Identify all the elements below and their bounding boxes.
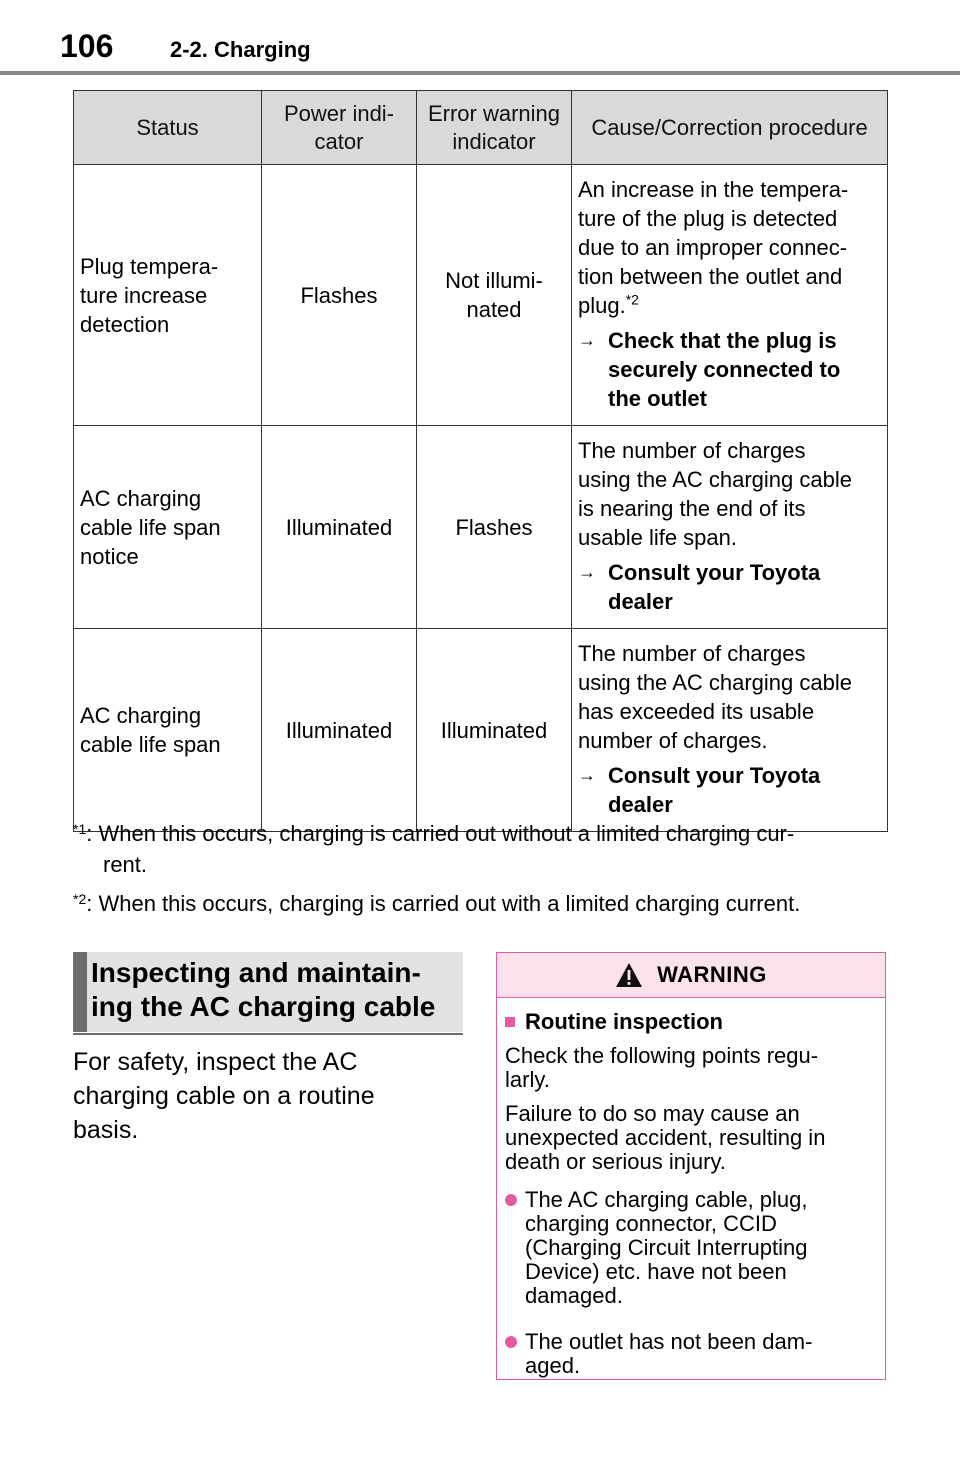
footnote-text: : When this occurs, charging is carried out without a limited charging cur- <box>86 821 795 846</box>
table-header-row <box>74 91 888 165</box>
action-text: Consult your Toyota dealer <box>608 763 821 817</box>
page-header <box>0 0 960 78</box>
action-line <box>578 558 881 616</box>
arrow-icon: → <box>578 765 596 785</box>
warning-box <box>496 952 886 1380</box>
header-status: Status <box>74 91 262 165</box>
action-text: Consult your Toyota dealer <box>608 560 821 614</box>
status-table <box>73 90 888 832</box>
status-cell: AC charging cable life span <box>74 629 262 832</box>
cause-cell <box>572 426 888 629</box>
warning-paragraph: Check the following points regu- larly. <box>505 1043 819 1092</box>
power-cell: Illuminated <box>262 629 417 832</box>
table-row <box>74 629 888 832</box>
header-cause: Cause/Correction procedure <box>572 91 888 165</box>
bullet-dot-icon <box>505 1336 517 1348</box>
cause-text: The number of charges using the AC charging cable has exceeded its usable number of charges. <box>578 641 852 753</box>
warning-header <box>497 953 885 998</box>
header-error-indicator: Error warning indicator <box>417 91 572 165</box>
footnote-mark: *1 <box>73 821 87 837</box>
cause-cell <box>572 629 888 832</box>
inspection-heading: Inspecting and maintain- ing the AC charging cable <box>73 952 463 1032</box>
action-line <box>578 761 881 819</box>
bullet-dot-icon <box>505 1194 517 1206</box>
warning-content <box>497 998 885 1378</box>
inspection-body: For safety, inspect the AC charging cable on a routine basis. <box>73 1048 375 1144</box>
arrow-icon: → <box>578 562 596 582</box>
list-item-text: The AC charging cable, plug, charging connector, CCID (Charging Circuit Interrupting Device) etc. have not been damaged. <box>525 1187 808 1308</box>
status-cell: Plug tempera- ture increase detection <box>74 165 262 426</box>
warning-subheading-text: Routine inspection <box>525 1009 723 1034</box>
list-item <box>505 1188 877 1308</box>
warning-subheading <box>505 1010 877 1034</box>
section-title: 2-2. Charging <box>170 37 311 62</box>
cause-text: An increase in the tempera- ture of the plug is detected due to an improper connec- tion between the outlet and plug. <box>578 177 849 318</box>
page-number: 106 <box>60 28 114 64</box>
action-line <box>578 326 881 413</box>
cause-text: The number of charges using the AC charging cable is nearing the end of its usable life span. <box>578 438 852 550</box>
cause-cell <box>572 165 888 426</box>
list-item-text: The outlet has not been dam- aged. <box>525 1329 813 1378</box>
error-cell: Not illumi- nated <box>417 165 572 426</box>
footnote-ref: *2 <box>625 291 639 308</box>
warning-paragraph: Failure to do so may cause an unexpected accident, resulting in death or serious injury. <box>505 1101 826 1174</box>
error-cell: Illuminated <box>417 629 572 832</box>
table-row <box>74 165 888 426</box>
list-item <box>505 1330 877 1378</box>
power-cell: Illuminated <box>262 426 417 629</box>
warning-triangle-icon <box>615 962 643 988</box>
header-rule <box>0 71 960 75</box>
footnote-mark: *2 <box>73 891 87 907</box>
heading-rule <box>73 1033 463 1035</box>
table-row <box>74 426 888 629</box>
footnote-text: : When this occurs, charging is carried out with a limited charging current. <box>86 891 801 916</box>
footnote-1 <box>73 818 893 880</box>
footnote-continuation: rent. <box>103 852 148 877</box>
action-text: Check that the plug is securely connected to the outlet <box>608 328 841 411</box>
square-bullet-icon <box>505 1017 515 1027</box>
error-cell: Flashes <box>417 426 572 629</box>
arrow-icon: → <box>578 330 596 350</box>
status-cell: AC charging cable life span notice <box>74 426 262 629</box>
header-power-indicator: Power indi- cator <box>262 91 417 165</box>
footnote-2 <box>73 888 893 919</box>
warning-label: WARNING <box>657 962 767 987</box>
power-cell: Flashes <box>262 165 417 426</box>
